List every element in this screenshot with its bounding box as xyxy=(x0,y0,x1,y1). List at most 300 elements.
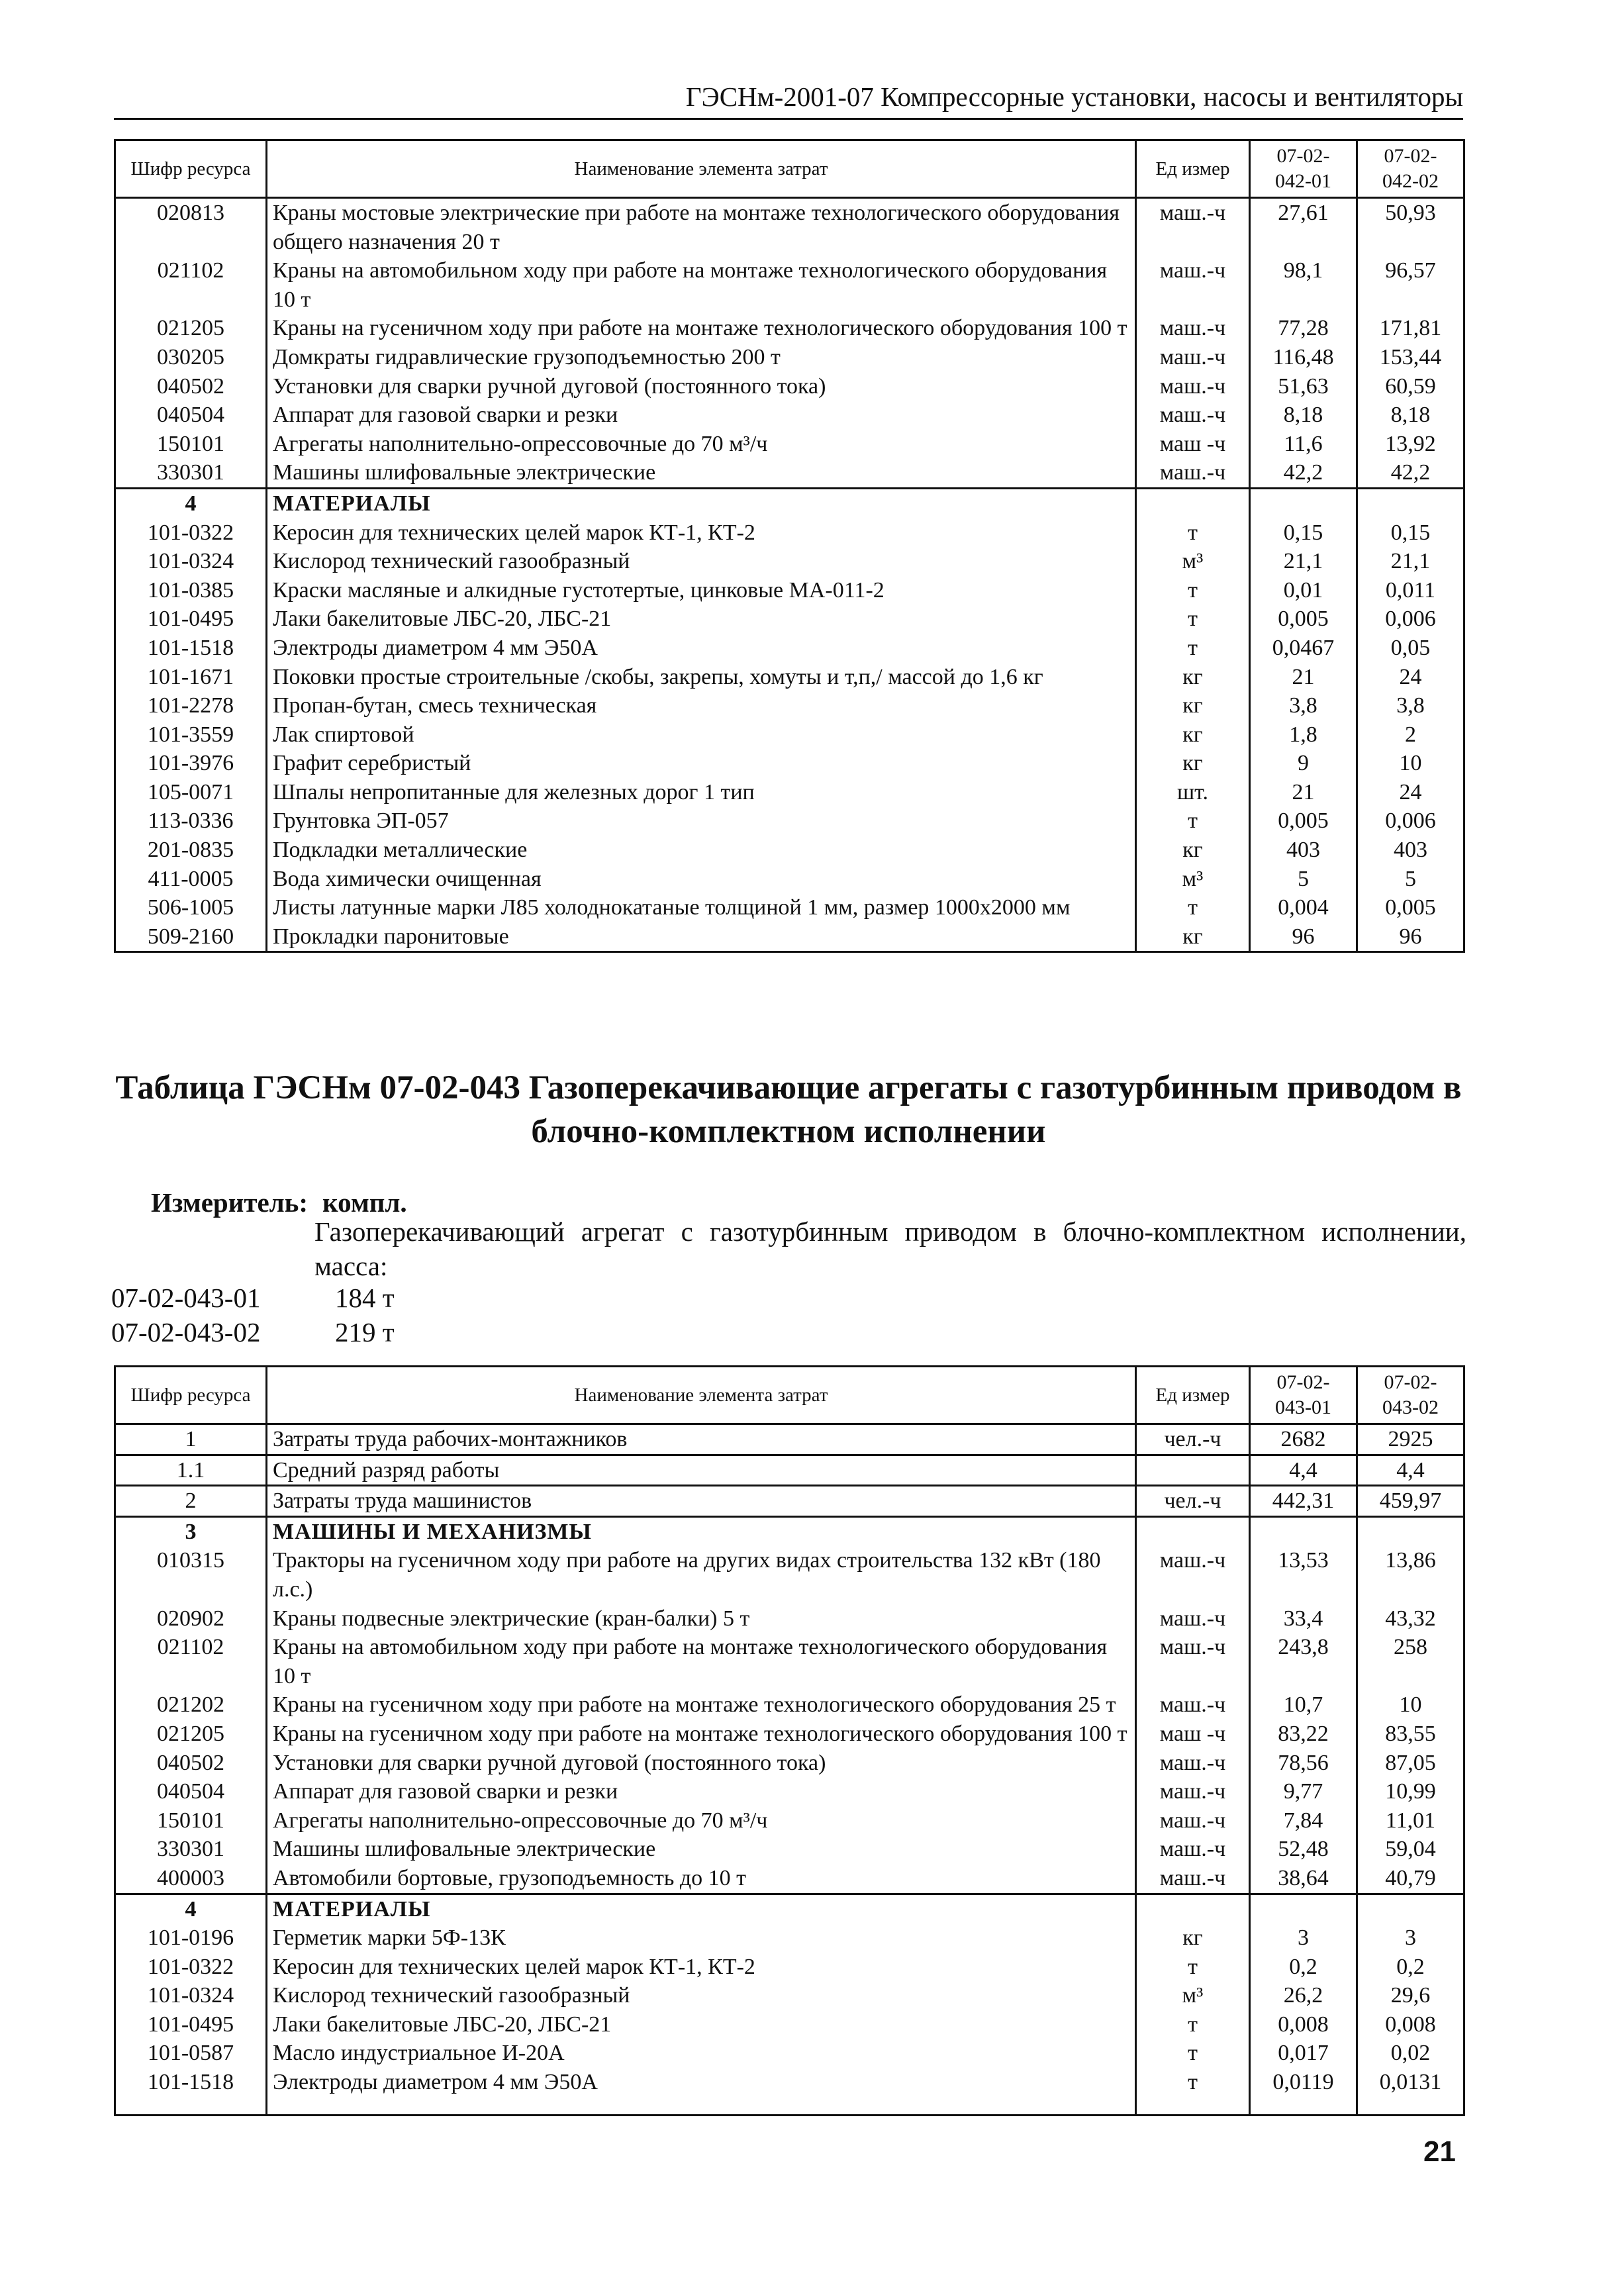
cell-value-2: 0,011 xyxy=(1357,576,1464,605)
cell-unit xyxy=(1136,1516,1250,1546)
cell-name: Электроды диаметром 4 мм Э50А xyxy=(267,634,1136,663)
cell-value-1: 9,77 xyxy=(1250,1777,1357,1806)
cell-unit xyxy=(1136,488,1250,518)
table-row xyxy=(115,343,1464,372)
cell-unit xyxy=(1136,1894,1250,1924)
column-header-name: Наименование элемента затрат xyxy=(267,140,1136,198)
cell-value-2: 50,93 xyxy=(1357,198,1464,257)
cell-name: Пропан-бутан, смесь техническая xyxy=(267,691,1136,720)
table-row xyxy=(115,1546,1464,1604)
cell-unit xyxy=(1136,1455,1250,1486)
table-row xyxy=(115,865,1464,894)
cell-unit: маш.-ч xyxy=(1136,401,1250,430)
cell-code: 113-0336 xyxy=(115,806,267,836)
cell-value-1: 10,7 xyxy=(1250,1690,1357,1720)
variant-line xyxy=(111,1315,395,1349)
cell-unit: чел.-ч xyxy=(1136,1486,1250,1517)
cell-value-1: 26,2 xyxy=(1250,1981,1357,2010)
cell-value-1 xyxy=(1250,1516,1357,1546)
cell-value-1: 78,56 xyxy=(1250,1749,1357,1778)
cell-code: 020813 xyxy=(115,198,267,257)
cell-value-2: 87,05 xyxy=(1357,1749,1464,1778)
table-row xyxy=(115,1455,1464,1486)
cell-value-1: 0,0467 xyxy=(1250,634,1357,663)
cell-name: Подкладки металлические xyxy=(267,836,1136,865)
cell-value-2: 4,4 xyxy=(1357,1455,1464,1486)
cell-unit: т xyxy=(1136,605,1250,634)
table-row xyxy=(115,605,1464,634)
cell-unit: маш.-ч xyxy=(1136,372,1250,401)
cell-value-1: 96 xyxy=(1250,922,1357,952)
cell-value-2: 21,1 xyxy=(1357,547,1464,576)
cell-value-2: 60,59 xyxy=(1357,372,1464,401)
variant-value: 184 т xyxy=(335,1283,395,1313)
cell-name: МАТЕРИАЛЫ xyxy=(267,488,1136,518)
table-bottom-padding xyxy=(115,2097,1464,2116)
table-row xyxy=(115,576,1464,605)
cell-value-2: 8,18 xyxy=(1357,401,1464,430)
cell-unit: т xyxy=(1136,2039,1250,2068)
cell-code: 400003 xyxy=(115,1864,267,1894)
cell-code: 021102 xyxy=(115,1633,267,1690)
empty-cell xyxy=(1136,2097,1250,2116)
cell-value-1: 8,18 xyxy=(1250,401,1357,430)
cell-value-1: 21 xyxy=(1250,778,1357,807)
cell-unit: т xyxy=(1136,806,1250,836)
cell-value-1: 116,48 xyxy=(1250,343,1357,372)
table-row xyxy=(115,458,1464,488)
cell-value-2: 3 xyxy=(1357,1924,1464,1953)
cell-value-1: 83,22 xyxy=(1250,1720,1357,1749)
cell-name: МАШИНЫ И МЕХАНИЗМЫ xyxy=(267,1516,1136,1546)
cell-name: Установки для сварки ручной дуговой (постоянного тока) xyxy=(267,1749,1136,1778)
cell-code: 101-0322 xyxy=(115,518,267,548)
cell-value-2 xyxy=(1357,488,1464,518)
cell-name: Краны подвесные электрические (кран-балки) 5 т xyxy=(267,1604,1136,1633)
cell-value-1: 0,0119 xyxy=(1250,2068,1357,2097)
cell-unit: кг xyxy=(1136,720,1250,750)
cell-value-2: 59,04 xyxy=(1357,1835,1464,1864)
cell-value-2: 459,97 xyxy=(1357,1486,1464,1517)
cell-value-2: 13,86 xyxy=(1357,1546,1464,1604)
cell-name: Лак спиртовой xyxy=(267,720,1136,750)
cell-value-2: 403 xyxy=(1357,836,1464,865)
cell-unit: кг xyxy=(1136,663,1250,692)
cell-code: 021205 xyxy=(115,1720,267,1749)
cell-code: 040504 xyxy=(115,1777,267,1806)
cell-name: Листы латунные марки Л85 холоднокатаные толщиной 1 мм, размер 1000х2000 мм xyxy=(267,893,1136,922)
cell-name: Прокладки паронитовые xyxy=(267,922,1136,952)
cell-unit: маш.-ч xyxy=(1136,1777,1250,1806)
resource-table-07-02-043 xyxy=(114,1365,1465,2116)
cell-code: 021202 xyxy=(115,1690,267,1720)
variant-value: 219 т xyxy=(335,1317,395,1347)
cell-code: 021102 xyxy=(115,256,267,314)
cell-value-1 xyxy=(1250,488,1357,518)
cell-unit: т xyxy=(1136,893,1250,922)
column-header-code: Шифр ресурса xyxy=(115,1367,267,1424)
cell-value-2 xyxy=(1357,1516,1464,1546)
table-header-row xyxy=(115,140,1464,198)
cell-name: Краны мостовые электрические при работе на монтаже технологического оборудования общего назначения 20 т xyxy=(267,198,1136,257)
cell-value-1: 27,61 xyxy=(1250,198,1357,257)
cell-unit: м³ xyxy=(1136,865,1250,894)
cell-value-2: 5 xyxy=(1357,865,1464,894)
column-header-unit: Ед измер xyxy=(1136,140,1250,198)
cell-code: 040502 xyxy=(115,1749,267,1778)
table-row xyxy=(115,1894,1464,1924)
cell-code: 150101 xyxy=(115,1806,267,1835)
cell-value-2: 10 xyxy=(1357,749,1464,778)
empty-cell xyxy=(115,2097,267,2116)
cell-code: 101-3559 xyxy=(115,720,267,750)
cell-code: 021205 xyxy=(115,314,267,343)
cell-code: 101-0587 xyxy=(115,2039,267,2068)
cell-value-2: 96 xyxy=(1357,922,1464,952)
table-row xyxy=(115,806,1464,836)
cell-name: Затраты труда машинистов xyxy=(267,1486,1136,1517)
cell-unit: м³ xyxy=(1136,547,1250,576)
cell-value-1: 1,8 xyxy=(1250,720,1357,750)
table-row xyxy=(115,893,1464,922)
cell-value-2: 0,2 xyxy=(1357,1953,1464,1982)
cell-value-1: 42,2 xyxy=(1250,458,1357,488)
cell-value-2: 0,05 xyxy=(1357,634,1464,663)
table-row xyxy=(115,1953,1464,1982)
table-row xyxy=(115,1777,1464,1806)
table-row xyxy=(115,1981,1464,2010)
running-header: ГЭСНм-2001-07 Компрессорные установки, насосы и вентиляторы xyxy=(114,78,1463,120)
cell-code: 201-0835 xyxy=(115,836,267,865)
cell-value-1: 0,01 xyxy=(1250,576,1357,605)
cell-name: Краны на гусеничном ходу при работе на монтаже технологического оборудования 25 т xyxy=(267,1690,1136,1720)
column-header-name: Наименование элемента затрат xyxy=(267,1367,1136,1424)
cell-unit: маш.-ч xyxy=(1136,1633,1250,1690)
cell-code: 010315 xyxy=(115,1546,267,1604)
cell-value-1: 3 xyxy=(1250,1924,1357,1953)
cell-value-1: 403 xyxy=(1250,836,1357,865)
cell-value-1: 0,005 xyxy=(1250,605,1357,634)
cell-unit: кг xyxy=(1136,749,1250,778)
table-row xyxy=(115,778,1464,807)
cell-code: 101-1671 xyxy=(115,663,267,692)
cell-name: Кислород технический газообразный xyxy=(267,547,1136,576)
cell-value-2: 24 xyxy=(1357,778,1464,807)
cell-code: 506-1005 xyxy=(115,893,267,922)
cell-value-1: 243,8 xyxy=(1250,1633,1357,1690)
cell-name: Графит серебристый xyxy=(267,749,1136,778)
cell-code: 101-0495 xyxy=(115,605,267,634)
cell-value-2: 43,32 xyxy=(1357,1604,1464,1633)
cell-name: Грунтовка ЭП-057 xyxy=(267,806,1136,836)
table-row xyxy=(115,1806,1464,1835)
cell-value-1: 0,005 xyxy=(1250,806,1357,836)
empty-cell xyxy=(1357,2097,1464,2116)
cell-name: Вода химически очищенная xyxy=(267,865,1136,894)
cell-name: Домкраты гидравлические грузоподъемностью 200 т xyxy=(267,343,1136,372)
cell-name: Лаки бакелитовые ЛБС-20, ЛБС-21 xyxy=(267,2010,1136,2039)
cell-unit: маш.-ч xyxy=(1136,1604,1250,1633)
cell-code: 1.1 xyxy=(115,1455,267,1486)
cell-unit: кг xyxy=(1136,1924,1250,1953)
cell-code: 150101 xyxy=(115,430,267,459)
cell-value-1: 0,15 xyxy=(1250,518,1357,548)
cell-name: МАТЕРИАЛЫ xyxy=(267,1894,1136,1924)
cell-code: 101-1518 xyxy=(115,2068,267,2097)
table-row xyxy=(115,2010,1464,2039)
cell-unit: маш.-ч xyxy=(1136,1690,1250,1720)
cell-value-2: 96,57 xyxy=(1357,256,1464,314)
resource-table-07-02-042 xyxy=(114,139,1465,953)
table-row xyxy=(115,1516,1464,1546)
cell-unit: т xyxy=(1136,1953,1250,1982)
empty-cell xyxy=(267,2097,1136,2116)
cell-value-1: 11,6 xyxy=(1250,430,1357,459)
cell-value-1: 0,017 xyxy=(1250,2039,1357,2068)
cell-value-2: 3,8 xyxy=(1357,691,1464,720)
cell-value-1: 77,28 xyxy=(1250,314,1357,343)
cell-value-2: 13,92 xyxy=(1357,430,1464,459)
cell-code: 101-0322 xyxy=(115,1953,267,1982)
cell-value-2 xyxy=(1357,1894,1464,1924)
cell-code: 040504 xyxy=(115,401,267,430)
cell-code: 040502 xyxy=(115,372,267,401)
cell-name: Краны на гусеничном ходу при работе на монтаже технологического оборудования 100 т xyxy=(267,314,1136,343)
cell-name: Тракторы на гусеничном ходу при работе на других видах строительства 132 кВт (180 л.с.) xyxy=(267,1546,1136,1604)
cell-code: 101-0324 xyxy=(115,547,267,576)
cell-unit: т xyxy=(1136,634,1250,663)
cell-code: 101-0196 xyxy=(115,1924,267,1953)
column-header-unit: Ед измер xyxy=(1136,1367,1250,1424)
cell-code: 101-2278 xyxy=(115,691,267,720)
cell-value-1: 21,1 xyxy=(1250,547,1357,576)
table-row xyxy=(115,634,1464,663)
variant-line xyxy=(111,1281,395,1315)
meter-value: компл. xyxy=(322,1187,407,1218)
cell-value-1: 0,004 xyxy=(1250,893,1357,922)
page-number: 21 xyxy=(1423,2135,1456,2168)
cell-unit: маш.-ч xyxy=(1136,1806,1250,1835)
column-header-variant-1: 07-02- 042-01 xyxy=(1250,140,1357,198)
cell-code: 101-0385 xyxy=(115,576,267,605)
cell-code: 411-0005 xyxy=(115,865,267,894)
table-row xyxy=(115,401,1464,430)
cell-unit: чел.-ч xyxy=(1136,1424,1250,1455)
cell-unit: маш.-ч xyxy=(1136,1749,1250,1778)
cell-name: Машины шлифовальные электрические xyxy=(267,458,1136,488)
table-row xyxy=(115,1749,1464,1778)
cell-unit: т xyxy=(1136,518,1250,548)
meter-label: Измеритель: xyxy=(151,1187,309,1218)
table-row xyxy=(115,1633,1464,1690)
cell-code: 3 xyxy=(115,1516,267,1546)
column-header-code: Шифр ресурса xyxy=(115,140,267,198)
cell-value-1: 0,2 xyxy=(1250,1953,1357,1982)
cell-name: Краны на гусеничном ходу при работе на монтаже технологического оборудования 100 т xyxy=(267,1720,1136,1749)
cell-name: Электроды диаметром 4 мм Э50А xyxy=(267,2068,1136,2097)
cell-value-2: 0,006 xyxy=(1357,806,1464,836)
cell-value-2: 0,0131 xyxy=(1357,2068,1464,2097)
cell-name: Шпалы непропитанные для железных дорог 1 тип xyxy=(267,778,1136,807)
variant-code: 07-02-043-01 xyxy=(111,1283,261,1313)
table-row xyxy=(115,547,1464,576)
cell-unit: т xyxy=(1136,2010,1250,2039)
cell-value-2: 2925 xyxy=(1357,1424,1464,1455)
table-row xyxy=(115,1690,1464,1720)
cell-value-1: 5 xyxy=(1250,865,1357,894)
cell-unit: т xyxy=(1136,2068,1250,2097)
cell-value-1: 51,63 xyxy=(1250,372,1357,401)
cell-code: 030205 xyxy=(115,343,267,372)
cell-name: Аппарат для газовой сварки и резки xyxy=(267,401,1136,430)
cell-name: Масло индустриальное И-20А xyxy=(267,2039,1136,2068)
cell-name: Средний разряд работы xyxy=(267,1455,1136,1486)
cell-unit: м³ xyxy=(1136,1981,1250,2010)
cell-value-2: 40,79 xyxy=(1357,1864,1464,1894)
cell-name: Краны на автомобильном ходу при работе на монтаже технологического оборудования 10 т xyxy=(267,1633,1136,1690)
table-row xyxy=(115,2068,1464,2097)
table-body xyxy=(115,198,1464,952)
table-row xyxy=(115,518,1464,548)
cell-value-2: 24 xyxy=(1357,663,1464,692)
cell-name: Поковки простые строительные /скобы, закрепы, хомуты и т,п,/ массой до 1,6 кг xyxy=(267,663,1136,692)
cell-name: Затраты труда рабочих-монтажников xyxy=(267,1424,1136,1455)
cell-name: Агрегаты наполнительно-опрессовочные до 70 м³/ч xyxy=(267,1806,1136,1835)
cell-value-1: 98,1 xyxy=(1250,256,1357,314)
cell-value-1: 21 xyxy=(1250,663,1357,692)
table-row xyxy=(115,372,1464,401)
table-row xyxy=(115,1924,1464,1953)
table-row xyxy=(115,1835,1464,1864)
cell-value-1: 13,53 xyxy=(1250,1546,1357,1604)
cell-code: 101-0324 xyxy=(115,1981,267,2010)
cell-value-2: 10 xyxy=(1357,1690,1464,1720)
cell-code: 330301 xyxy=(115,1835,267,1864)
table-description: Газоперекачивающий агрегат с газотурбинным приводом в блочно-комплектном исполнении, масса: xyxy=(314,1216,1466,1281)
cell-name: Керосин для технических целей марок КТ-1, КТ-2 xyxy=(267,518,1136,548)
table-row xyxy=(115,1486,1464,1517)
cell-unit: маш.-ч xyxy=(1136,343,1250,372)
cell-value-2: 0,008 xyxy=(1357,2010,1464,2039)
cell-name: Машины шлифовальные электрические xyxy=(267,1835,1136,1864)
cell-value-1: 3,8 xyxy=(1250,691,1357,720)
table-row xyxy=(115,430,1464,459)
cell-value-1: 442,31 xyxy=(1250,1486,1357,1517)
table-title: Таблица ГЭСНм 07-02-043 Газоперекачивающие агрегаты с газотурбинным приводом в блочно-комплектном исполнении xyxy=(115,1069,1462,1150)
cell-value-1: 2682 xyxy=(1250,1424,1357,1455)
cell-value-2: 153,44 xyxy=(1357,343,1464,372)
table-row xyxy=(115,836,1464,865)
cell-code: 020902 xyxy=(115,1604,267,1633)
cell-name: Герметик марки 5Ф-13К xyxy=(267,1924,1136,1953)
cell-name: Краски масляные и алкидные густотертые, цинковые МА-011-2 xyxy=(267,576,1136,605)
table-row xyxy=(115,720,1464,750)
cell-code: 101-1518 xyxy=(115,634,267,663)
cell-unit: маш.-ч xyxy=(1136,458,1250,488)
table-row xyxy=(115,663,1464,692)
cell-code: 101-3976 xyxy=(115,749,267,778)
cell-unit: маш.-ч xyxy=(1136,1835,1250,1864)
cell-name: Установки для сварки ручной дуговой (постоянного тока) xyxy=(267,372,1136,401)
cell-code: 105-0071 xyxy=(115,778,267,807)
empty-cell xyxy=(1250,2097,1357,2116)
variant-code: 07-02-043-02 xyxy=(111,1317,261,1347)
cell-value-2: 29,6 xyxy=(1357,1981,1464,2010)
cell-unit: маш.-ч xyxy=(1136,1864,1250,1894)
cell-value-2: 0,15 xyxy=(1357,518,1464,548)
cell-value-1: 33,4 xyxy=(1250,1604,1357,1633)
cell-value-1: 9 xyxy=(1250,749,1357,778)
cell-value-1: 0,008 xyxy=(1250,2010,1357,2039)
table-row xyxy=(115,1864,1464,1894)
table-row xyxy=(115,1604,1464,1633)
cell-value-2: 258 xyxy=(1357,1633,1464,1690)
column-header-variant-2: 07-02- 043-02 xyxy=(1357,1367,1464,1424)
cell-value-2: 2 xyxy=(1357,720,1464,750)
table-row xyxy=(115,314,1464,343)
table-row xyxy=(115,922,1464,952)
cell-unit: т xyxy=(1136,576,1250,605)
cell-code: 2 xyxy=(115,1486,267,1517)
cell-code: 101-0495 xyxy=(115,2010,267,2039)
table-header-row xyxy=(115,1367,1464,1424)
cell-unit: маш.-ч xyxy=(1136,256,1250,314)
table-row xyxy=(115,488,1464,518)
cell-unit: кг xyxy=(1136,922,1250,952)
cell-value-2: 11,01 xyxy=(1357,1806,1464,1835)
cell-unit: шт. xyxy=(1136,778,1250,807)
cell-name: Лаки бакелитовые ЛБС-20, ЛБС-21 xyxy=(267,605,1136,634)
cell-code: 330301 xyxy=(115,458,267,488)
cell-code: 4 xyxy=(115,488,267,518)
cell-value-1: 52,48 xyxy=(1250,1835,1357,1864)
cell-name: Керосин для технических целей марок КТ-1, КТ-2 xyxy=(267,1953,1136,1982)
cell-code: 1 xyxy=(115,1424,267,1455)
cell-code: 509-2160 xyxy=(115,922,267,952)
table-body xyxy=(115,1424,1464,2116)
cell-name: Аппарат для газовой сварки и резки xyxy=(267,1777,1136,1806)
table-row xyxy=(115,1720,1464,1749)
cell-unit: маш.-ч xyxy=(1136,1546,1250,1604)
table-row xyxy=(115,256,1464,314)
cell-value-2: 10,99 xyxy=(1357,1777,1464,1806)
cell-unit: маш -ч xyxy=(1136,1720,1250,1749)
cell-unit: маш.-ч xyxy=(1136,314,1250,343)
table-row xyxy=(115,2039,1464,2068)
cell-value-2: 42,2 xyxy=(1357,458,1464,488)
cell-value-2: 0,006 xyxy=(1357,605,1464,634)
column-header-variant-2: 07-02- 042-02 xyxy=(1357,140,1464,198)
cell-name: Автомобили бортовые, грузоподъемность до 10 т xyxy=(267,1864,1136,1894)
cell-unit: кг xyxy=(1136,836,1250,865)
table-row xyxy=(115,1424,1464,1455)
table-row xyxy=(115,691,1464,720)
cell-value-1 xyxy=(1250,1894,1357,1924)
cell-value-1: 7,84 xyxy=(1250,1806,1357,1835)
cell-unit: маш -ч xyxy=(1136,430,1250,459)
table-row xyxy=(115,198,1464,257)
cell-name: Краны на автомобильном ходу при работе на монтаже технологического оборудования 10 т xyxy=(267,256,1136,314)
cell-code: 4 xyxy=(115,1894,267,1924)
cell-name: Агрегаты наполнительно-опрессовочные до 70 м³/ч xyxy=(267,430,1136,459)
cell-value-1: 4,4 xyxy=(1250,1455,1357,1486)
cell-unit: кг xyxy=(1136,691,1250,720)
cell-name: Кислород технический газообразный xyxy=(267,1981,1136,2010)
cell-value-2: 83,55 xyxy=(1357,1720,1464,1749)
cell-value-2: 0,02 xyxy=(1357,2039,1464,2068)
cell-value-1: 38,64 xyxy=(1250,1864,1357,1894)
column-header-variant-1: 07-02- 043-01 xyxy=(1250,1367,1357,1424)
